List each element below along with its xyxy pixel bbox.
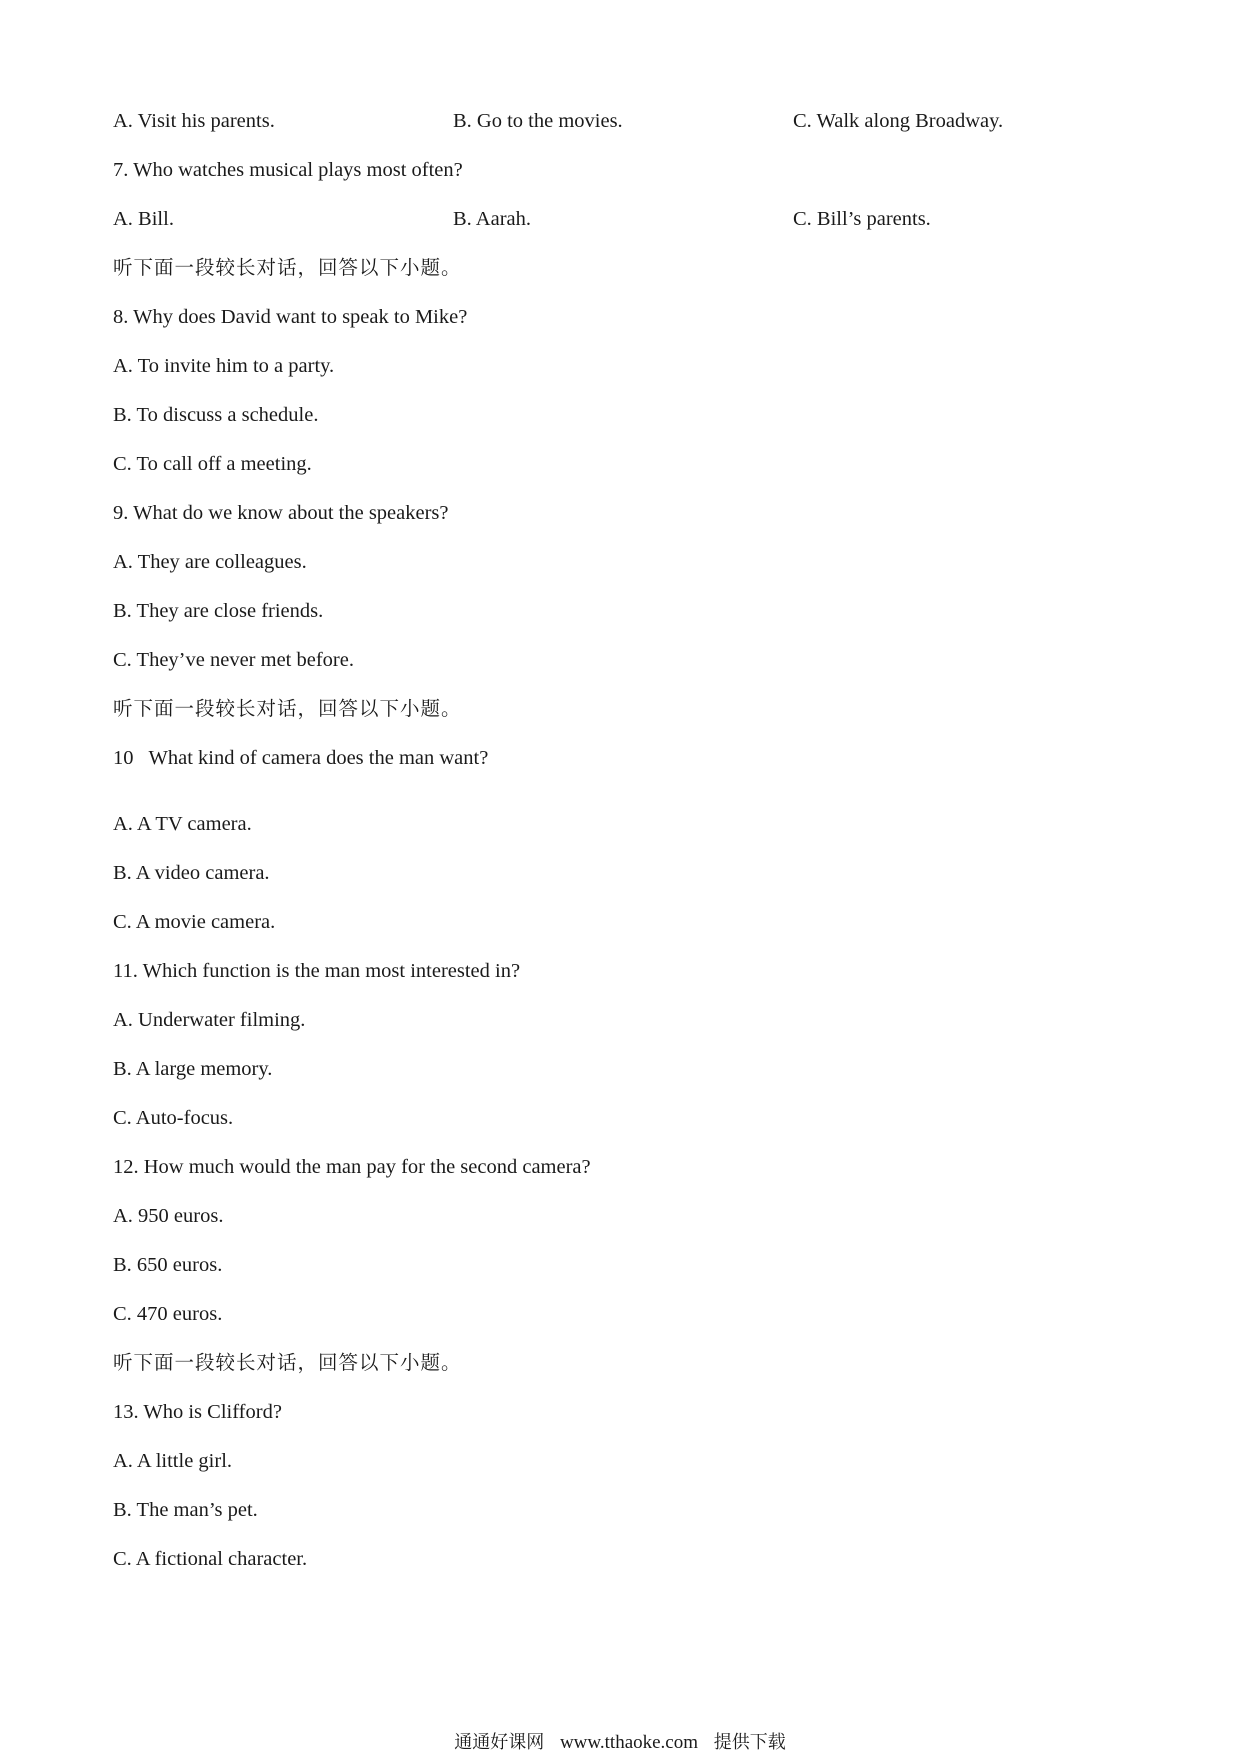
q13-question: 13. Who is Clifford? [113,1401,282,1423]
q7-option-b: B. Aarah. [453,208,531,230]
section-instruction: 听下面一段较长对话，回答以下小题。 [113,1351,462,1374]
q13-option-a: A. A little girl. [113,1450,233,1472]
q8-option-b: B. To discuss a schedule. [113,404,319,426]
document-page [113,100,1133,1587]
q13-option-c: C. A fictional character. [113,1548,308,1570]
q13-option-b: B. The man’s pet. [113,1499,258,1521]
footer-note: 提供下载 [713,1732,786,1753]
page-footer [0,1728,1240,1754]
q7-options-row [113,198,1133,247]
q10-option-a: A. A TV camera. [113,813,252,835]
q8-option-a: A. To invite him to a party. [113,355,335,377]
q12-option-b: B. 650 euros. [113,1254,223,1276]
q11-question: 11. Which function is the man most interested in? [113,960,521,982]
q6-option-c: C. Walk along Broadway. [793,110,1004,132]
q9-question: 9. What do we know about the speakers? [113,502,449,524]
section-instruction: 听下面一段较长对话，回答以下小题。 [113,697,462,720]
q11-option-c: C. Auto-focus. [113,1107,234,1129]
q11-option-a: A. Underwater filming. [113,1009,306,1031]
q9-option-c: C. They’ve never met before. [113,649,354,671]
q8-option-c: C. To call off a meeting. [113,453,312,475]
q6-option-a: A. Visit his parents. [113,110,275,132]
q11-option-b: B. A large memory. [113,1058,273,1080]
q7-option-a: A. Bill. [113,208,174,230]
q6-option-b: B. Go to the movies. [453,110,623,132]
section-instruction: 听下面一段较长对话，回答以下小题。 [113,256,462,279]
q7-option-c: C. Bill’s parents. [793,208,931,230]
q6-options-row [113,100,1133,149]
q10-option-c: C. A movie camera. [113,911,276,933]
q10-question: 10 What kind of camera does the man want? [113,747,489,769]
q8-question: 8. Why does David want to speak to Mike? [113,306,468,328]
q9-option-a: A. They are colleagues. [113,551,307,573]
q12-option-c: C. 470 euros. [113,1303,223,1325]
footer-site-name: 通通好课网 [454,1732,545,1753]
q12-option-a: A. 950 euros. [113,1205,224,1227]
q7-question: 7. Who watches musical plays most often? [113,159,463,181]
q12-question: 12. How much would the man pay for the second camera? [113,1156,591,1178]
q9-option-b: B. They are close friends. [113,600,324,622]
q10-option-b: B. A video camera. [113,862,270,884]
footer-url-link[interactable]: www.tthaoke.com [559,1732,699,1753]
